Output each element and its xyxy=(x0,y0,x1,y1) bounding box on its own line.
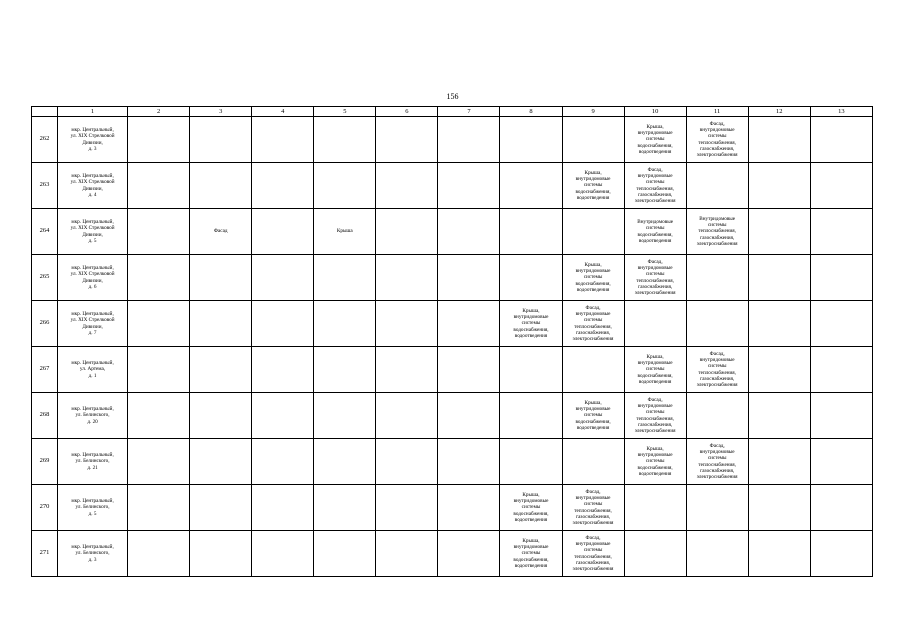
address-text: мкр. Центральный, ул. Белинского, д. 5 xyxy=(71,498,114,517)
work-cell xyxy=(376,439,438,485)
work-cell xyxy=(500,255,562,301)
work-cell xyxy=(314,209,376,255)
work-cell xyxy=(686,531,748,577)
work-cell xyxy=(686,163,748,209)
work-cell xyxy=(128,117,190,163)
work-cell xyxy=(376,209,438,255)
work-cell xyxy=(500,485,562,531)
work-cell xyxy=(190,301,252,347)
address-cell xyxy=(58,117,128,163)
work-cell xyxy=(500,163,562,209)
work-cell xyxy=(314,255,376,301)
work-cell xyxy=(438,485,500,531)
table-row xyxy=(32,531,873,577)
header-cell: 5 xyxy=(314,107,376,117)
work-cell xyxy=(810,531,872,577)
work-cell xyxy=(252,117,314,163)
work-cell xyxy=(686,255,748,301)
row-number: 265 xyxy=(32,255,58,301)
work-cell xyxy=(562,531,624,577)
address-cell xyxy=(58,163,128,209)
work-cell xyxy=(810,163,872,209)
work-cell xyxy=(252,439,314,485)
address-cell xyxy=(58,531,128,577)
header-cell: 6 xyxy=(376,107,438,117)
work-text: Крыша, внутридомовые системы водоснабжения, водоотведения xyxy=(637,124,673,155)
work-cell xyxy=(314,393,376,439)
work-cell xyxy=(128,163,190,209)
header-cell: 7 xyxy=(438,107,500,117)
row-number: 270 xyxy=(32,485,58,531)
work-text: Крыша, внутридомовые системы водоснабжения, водоотведения xyxy=(513,492,549,523)
work-cell xyxy=(686,347,748,393)
work-cell xyxy=(500,439,562,485)
work-cell xyxy=(500,393,562,439)
work-cell xyxy=(686,485,748,531)
work-cell xyxy=(376,163,438,209)
work-cell xyxy=(376,255,438,301)
address-text: мкр. Центральный, ул. XIX Стрелковой Дивизии, д. 7 xyxy=(70,311,115,336)
work-cell xyxy=(252,347,314,393)
work-cell xyxy=(314,531,376,577)
header-cell: 4 xyxy=(252,107,314,117)
work-cell xyxy=(128,255,190,301)
work-cell xyxy=(252,393,314,439)
header-cell: 12 xyxy=(748,107,810,117)
work-cell xyxy=(190,485,252,531)
table-row xyxy=(32,163,873,209)
work-cell xyxy=(624,347,686,393)
work-cell xyxy=(190,255,252,301)
work-cell xyxy=(624,163,686,209)
work-cell xyxy=(190,117,252,163)
work-cell xyxy=(810,393,872,439)
work-text: Фасад, внутридомовые системы теплоснабжения, газоснабжения, электроснабжения xyxy=(572,535,614,572)
work-cell xyxy=(252,163,314,209)
row-number: 268 xyxy=(32,393,58,439)
row-number: 269 xyxy=(32,439,58,485)
work-cell xyxy=(128,209,190,255)
work-text: Крыша xyxy=(336,228,353,235)
work-text: Фасад, внутридомовые системы теплоснабжения, газоснабжения, электроснабжения xyxy=(634,259,676,296)
page-number: 156 xyxy=(446,92,459,101)
work-cell xyxy=(624,393,686,439)
work-cell xyxy=(252,209,314,255)
work-text: Крыша, внутридомовые системы водоснабжения, водоотведения xyxy=(575,262,611,293)
work-cell xyxy=(500,301,562,347)
work-cell xyxy=(252,301,314,347)
work-cell xyxy=(500,347,562,393)
table-row xyxy=(32,347,873,393)
work-cell xyxy=(562,255,624,301)
work-cell xyxy=(748,117,810,163)
work-cell xyxy=(438,163,500,209)
header-cell: 8 xyxy=(500,107,562,117)
header-cell: 2 xyxy=(128,107,190,117)
work-text: Фасад, внутридомовые системы теплоснабжения, газоснабжения, электроснабжения xyxy=(696,351,738,388)
row-number: 266 xyxy=(32,301,58,347)
work-cell xyxy=(748,301,810,347)
header-cell: 10 xyxy=(624,107,686,117)
work-text: Крыша, внутридомовые системы водоснабжения, водоотведения xyxy=(575,400,611,431)
work-cell xyxy=(438,117,500,163)
work-cell xyxy=(624,209,686,255)
work-cell xyxy=(190,163,252,209)
work-text: Крыша, внутридомовые системы водоснабжения, водоотведения xyxy=(637,354,673,385)
work-text: Крыша, внутридомовые системы водоснабжения, водоотведения xyxy=(513,538,549,569)
work-text: Фасад xyxy=(213,228,228,235)
work-cell xyxy=(748,347,810,393)
work-cell xyxy=(438,209,500,255)
work-cell xyxy=(128,485,190,531)
work-cell xyxy=(190,531,252,577)
work-cell xyxy=(190,209,252,255)
work-cell xyxy=(438,255,500,301)
work-cell xyxy=(562,393,624,439)
address-cell xyxy=(58,393,128,439)
address-cell xyxy=(58,255,128,301)
work-cell xyxy=(624,117,686,163)
address-text: мкр. Центральный, ул. XIX Стрелковой Дивизии, д. 5 xyxy=(70,219,115,244)
row-number: 267 xyxy=(32,347,58,393)
work-text: Фасад, внутридомовые системы теплоснабжения, газоснабжения, электроснабжения xyxy=(572,489,614,526)
work-cell xyxy=(128,531,190,577)
address-cell xyxy=(58,347,128,393)
header-cell-num xyxy=(32,107,58,117)
work-text: Крыша, внутридомовые системы водоснабжения, водоотведения xyxy=(637,446,673,477)
address-text: мкр. Центральный, ул. Белинского, д. 20 xyxy=(71,406,114,425)
work-cell xyxy=(748,393,810,439)
work-cell xyxy=(314,301,376,347)
row-number: 271 xyxy=(32,531,58,577)
work-cell xyxy=(686,209,748,255)
work-cell xyxy=(314,485,376,531)
work-cell xyxy=(376,301,438,347)
table-row xyxy=(32,485,873,531)
repair-schedule-table xyxy=(31,106,873,577)
table-row xyxy=(32,117,873,163)
table-row xyxy=(32,209,873,255)
address-text: мкр. Центральный, ул. Белинского, д. 21 xyxy=(71,452,114,471)
work-cell xyxy=(624,255,686,301)
work-cell xyxy=(686,301,748,347)
work-cell xyxy=(748,485,810,531)
work-cell xyxy=(438,439,500,485)
work-text: Фасад, внутридомовые системы теплоснабжения, газоснабжения, электроснабжения xyxy=(634,397,676,434)
table-row xyxy=(32,255,873,301)
address-cell xyxy=(58,301,128,347)
work-cell xyxy=(252,485,314,531)
work-cell xyxy=(686,439,748,485)
work-text: Внутридомовые системы теплоснабжения, газоснабжения, электроснабжения xyxy=(696,216,738,247)
work-cell xyxy=(810,255,872,301)
header-row xyxy=(32,107,873,117)
work-cell xyxy=(376,393,438,439)
table-row xyxy=(32,393,873,439)
work-cell xyxy=(748,163,810,209)
work-cell xyxy=(748,255,810,301)
work-cell xyxy=(252,255,314,301)
work-cell xyxy=(810,347,872,393)
work-cell xyxy=(314,163,376,209)
work-cell xyxy=(562,439,624,485)
work-cell xyxy=(562,163,624,209)
address-cell xyxy=(58,209,128,255)
work-cell xyxy=(686,117,748,163)
work-cell xyxy=(624,439,686,485)
work-cell xyxy=(810,301,872,347)
work-cell xyxy=(500,531,562,577)
address-text: мкр. Центральный, ул. Белинского, д. 3 xyxy=(71,544,114,563)
work-cell xyxy=(562,485,624,531)
work-cell xyxy=(562,301,624,347)
work-cell xyxy=(128,439,190,485)
work-cell xyxy=(438,393,500,439)
work-cell xyxy=(190,393,252,439)
work-cell xyxy=(438,531,500,577)
work-text: Крыша, внутридомовые системы водоснабжения, водоотведения xyxy=(575,170,611,201)
work-cell xyxy=(810,439,872,485)
work-cell xyxy=(128,393,190,439)
work-cell xyxy=(810,485,872,531)
row-number: 263 xyxy=(32,163,58,209)
work-cell xyxy=(748,209,810,255)
work-cell xyxy=(190,439,252,485)
work-cell xyxy=(314,439,376,485)
work-cell xyxy=(748,531,810,577)
address-cell xyxy=(58,485,128,531)
address-text: мкр. Центральный, ул. XIX Стрелковой Дивизии, д. 3 xyxy=(70,127,115,152)
work-cell xyxy=(562,347,624,393)
work-cell xyxy=(624,531,686,577)
work-cell xyxy=(562,209,624,255)
header-cell: 11 xyxy=(686,107,748,117)
work-cell xyxy=(376,531,438,577)
address-text: мкр. Центральный, ул. XIX Стрелковой Дивизии, д. 4 xyxy=(70,173,115,198)
row-number: 264 xyxy=(32,209,58,255)
work-cell xyxy=(376,485,438,531)
work-cell xyxy=(686,393,748,439)
work-cell xyxy=(810,209,872,255)
work-cell xyxy=(314,347,376,393)
work-cell xyxy=(128,347,190,393)
work-cell xyxy=(314,117,376,163)
work-cell xyxy=(562,117,624,163)
header-cell: 9 xyxy=(562,107,624,117)
work-cell xyxy=(190,347,252,393)
work-cell xyxy=(624,485,686,531)
header-cell: 1 xyxy=(58,107,128,117)
work-text: Крыша, внутридомовые системы водоснабжения, водоотведения xyxy=(513,308,549,339)
work-cell xyxy=(376,347,438,393)
work-cell xyxy=(438,301,500,347)
work-cell xyxy=(624,301,686,347)
address-cell xyxy=(58,439,128,485)
work-cell xyxy=(438,347,500,393)
header-cell: 3 xyxy=(190,107,252,117)
work-cell xyxy=(500,209,562,255)
work-cell xyxy=(252,531,314,577)
row-number: 262 xyxy=(32,117,58,163)
work-cell xyxy=(500,117,562,163)
work-text: Внутридомовые системы водоснабжения, водоотведения xyxy=(637,219,674,244)
table-row xyxy=(32,439,873,485)
table-row xyxy=(32,301,873,347)
work-text: Фасад, внутридомовые системы теплоснабжения, газоснабжения, электроснабжения xyxy=(572,305,614,342)
address-text: мкр. Центральный, ул. Артема, д. 1 xyxy=(71,360,114,379)
header-cell: 13 xyxy=(810,107,872,117)
work-cell xyxy=(810,117,872,163)
address-text: мкр. Центральный, ул. XIX Стрелковой Дивизии, д. 6 xyxy=(70,265,115,290)
work-text: Фасад, внутридомовые системы теплоснабжения, газоснабжения, электроснабжения xyxy=(696,443,738,480)
work-text: Фасад, внутридомовые системы теплоснабжения, газоснабжения, электроснабжения xyxy=(634,167,676,204)
work-cell xyxy=(748,439,810,485)
work-cell xyxy=(376,117,438,163)
work-text: Фасад, внутридомовые системы теплоснабжения, газоснабжения, электроснабжения xyxy=(696,121,738,158)
work-cell xyxy=(128,301,190,347)
